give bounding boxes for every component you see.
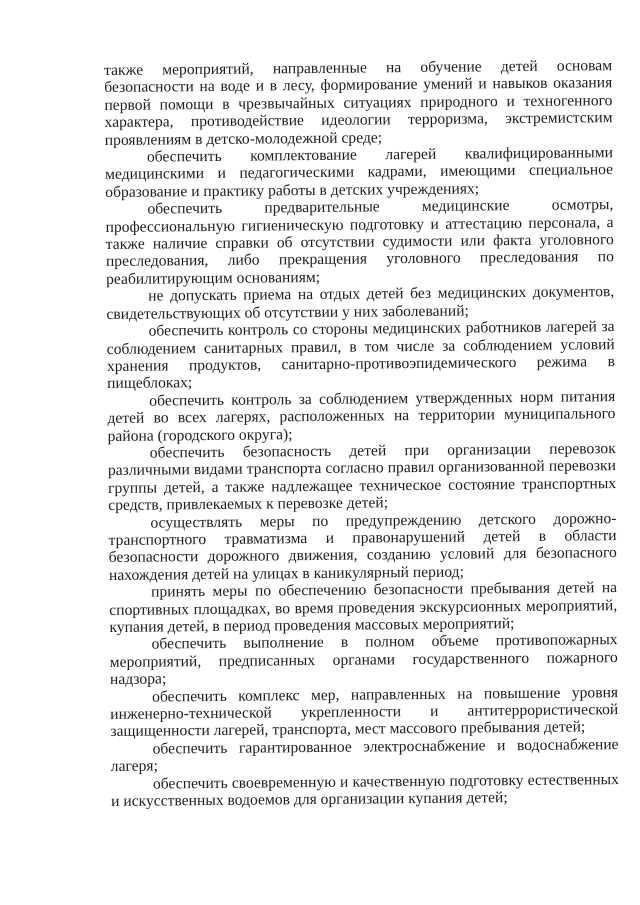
paragraph: обеспечить контроль за соблюдением утвержденных норм питания детей во всех лагерях, расположенных на территории муниципального района (городского округа); (107, 387, 616, 445)
paragraph: обеспечить предварительные медицинские осмотры, профессиональную гигиеническую подготовку и аттестацию персонала, а также наличие справки об отсутствии судимости или факта уголовного преследования, либо прекращения уголовного преследования по реабилитирующим основаниям; (105, 196, 614, 288)
paragraph: также мероприятий, направленные на обучение детей основам безопасности на воде и в лесу, формирование умений и навыков оказания первой помощи в чрезвычайных ситуациях природного и техногенного характера, противодействие идеологии терроризма, экстремистским проявлениям в детско-молодежной среде; (104, 57, 613, 149)
paragraph: принять меры по обеспечению безопасности пребывания детей на спортивных площадках, во время проведения экскурсионных мероприятий, купания детей, в период проведения массовых мероприятий; (109, 579, 618, 636)
paragraph: осуществлять меры по предупреждению детского дорожно-транспортного травматизма и правонарушений детей в области безопасности дорожного движения, созданию условий для безопасного нахождения детей на улицах в каникулярный период; (108, 509, 617, 584)
document-page (104, 57, 619, 810)
paragraph: не допускать приема на отдых детей без медицинских документов, свидетельствующих об отсутствии у них заболеваний; (106, 283, 615, 323)
paragraph: обеспечить безопасность детей при организации перевозок различными видами транспорта согласно правил организованной перевозки группы детей, а также надлежащее техническое состояние транспортных средств, привлекаемых к перевозке детей; (107, 440, 617, 515)
paragraph: обеспечить выполнение в полном объеме противопожарных мероприятий, предписанных органами государственного пожарного надзора; (109, 631, 618, 689)
paragraph: обеспечить гарантированное электроснабжение и водоснабжение лагеря; (110, 735, 619, 776)
paragraph: обеспечить комплектование лагерей квалифицированными медицинскими и педагогическими кадрами, имеющими специальное образование и практику работы в детских учреждениях; (105, 144, 614, 201)
paragraph: обеспечить своевременную и качественную подготовку естественных и искусственных водоемов для организации купания детей; (111, 770, 619, 811)
paragraph: обеспечить комплекс мер, направленных на повышение уровня инженерно-технической укрепленности и антитеррористической защищенности лагерей, транспорта, мест массового пребывания детей; (110, 683, 619, 741)
paragraph: обеспечить контроль со стороны медицинских работников лагерей за соблюдением санитарных правил, в том числе за соблюдением условий хранения продуктов, санитарно-противоэпидемического режима в пищеблоках; (106, 318, 615, 393)
